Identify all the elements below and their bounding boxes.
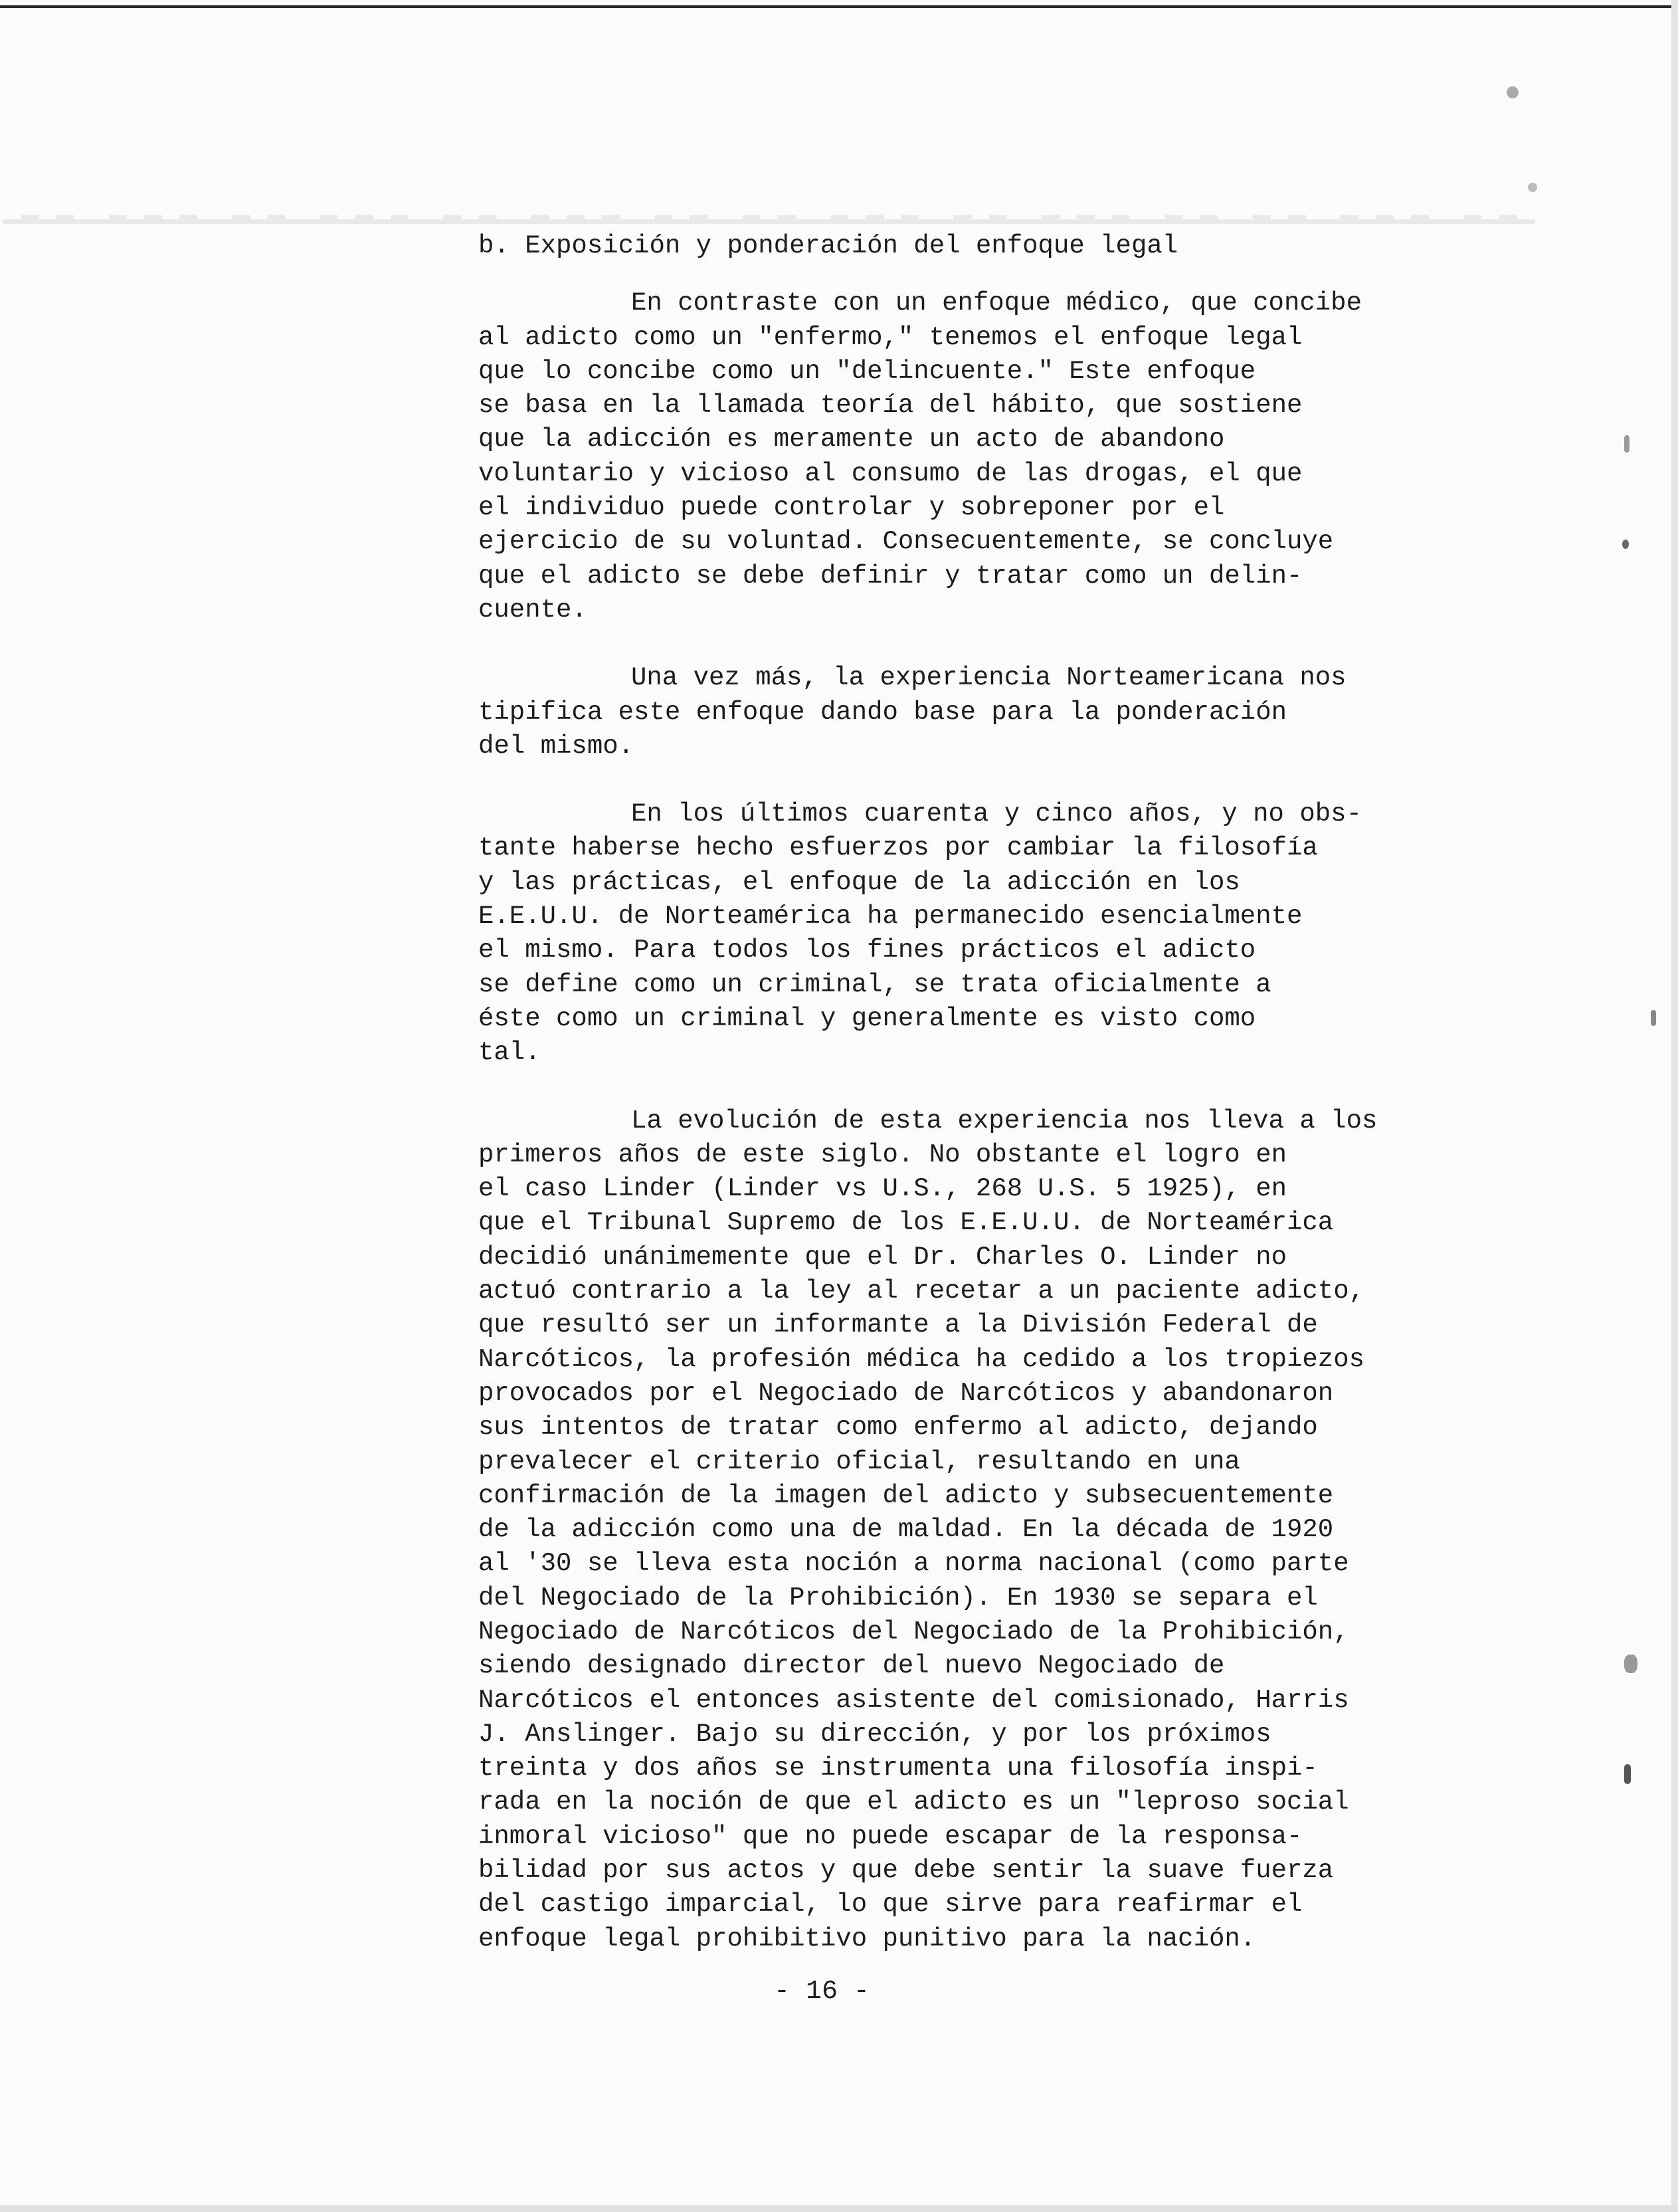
text-line: que lo concibe como un "delincuente." Este enfoque [478,356,1256,386]
scan-speck [1528,183,1537,192]
paragraph-2 [478,661,1488,763]
text-line: tal. [478,1038,541,1068]
text-line: decidió unánimemente que el Dr. Charles O. Linder no [478,1242,1287,1272]
scan-speck [1622,540,1629,549]
text-line: En contraste con un enfoque médico, que concibe [631,288,1362,318]
top-edge-rule [0,5,1678,8]
document-body [478,229,1488,1990]
text-line: el individuo puede controlar y sobreponer por el [478,493,1225,523]
text-line: Narcóticos el entonces asistente del comisionado, Harris [478,1685,1349,1715]
text-line: que la adicción es meramente un acto de abandono [478,425,1225,454]
text-line: rada en la noción de que el adicto es un "leproso social [478,1787,1349,1817]
text-line: ejercicio de su voluntad. Consecuentemente, se concluye [478,527,1334,557]
text-line: provocados por el Negociado de Narcóticos y abandonaron [478,1378,1334,1408]
text-line: sus intentos de tratar como enfermo al adicto, dejando [478,1413,1318,1443]
text-line: treinta y dos años se instrumenta una filosofía inspi- [478,1754,1318,1783]
text-line: En los últimos cuarenta y cinco años, y no obs- [631,799,1362,829]
text-line: éste como un criminal y generalmente es visto como [478,1003,1256,1033]
text-line: el caso Linder (Linder vs U.S., 268 U.S. 5 1925), en [478,1174,1287,1204]
text-line: se define como un criminal, se trata oficialmente a [478,969,1271,999]
right-page-edge [1671,0,1678,2212]
scan-speck [1624,1764,1631,1784]
text-line: el mismo. Para todos los fines prácticos el adicto [478,936,1256,965]
text-line: enfoque legal prohibitivo punitivo para la nación. [478,1924,1256,1954]
text-line: se basa en la llamada teoría del hábito, que sostiene [478,391,1303,421]
section-heading: b. Exposición y ponderación del enfoque legal [478,231,1178,260]
text-line: que el adicto se debe definir y tratar como un delin- [478,561,1303,591]
show-through-texture: ▁▂▁▂▁▁▂▁▂▁▂▁▁▂▁▂▁▁▂▁▂▁▁▂▁▂▁▂▁▁▂▁▂▁▁▂▁▂▁▂▁▁▂▁▂▁▁▂▁▂▁▁▂▁▂▁▂▁▁▂▁▂▁▁▂▁▂▁▂▁▁▂▁▂▁▁▂▁▂▁▂▁▁▂▁▂▁ [3,193,1535,226]
page-number: - 16 - [774,1977,870,2007]
text-line: voluntario y vicioso al consumo de las drogas, el que [478,458,1303,488]
text-line: tante haberse hecho esfuerzos por cambiar la filosofía [478,833,1318,863]
scan-speck [1624,435,1630,452]
text-line: primeros años de este siglo. No obstante el logro en [478,1140,1287,1169]
text-line: E.E.U.U. de Norteamérica ha permanecido esencialmente [478,902,1303,932]
text-line: Narcóticos, la profesión médica ha cedido a los tropiezos [478,1344,1365,1374]
text-line: que resultó ser un informante a la División Federal de [478,1310,1318,1340]
text-line: y las prácticas, el enfoque de la adicción en los [478,867,1240,897]
text-line: al adicto como un "enfermo," tenemos el enfoque legal [478,322,1303,352]
text-line: Negociado de Narcóticos del Negociado de la Prohibición, [478,1617,1349,1647]
text-line: confirmación de la imagen del adicto y subsecuentemente [478,1480,1334,1510]
scan-speck [1624,1655,1637,1673]
text-line: actuó contrario a la ley al recetar a un paciente adicto, [478,1276,1365,1306]
paragraph-3 [478,797,1488,1070]
text-line: La evolución de esta experiencia nos lleva a los [631,1106,1378,1136]
text-line: de la adicción como una de maldad. En la década de 1920 [478,1515,1334,1545]
text-line: J. Anslinger. Bajo su dirección, y por los próximos [478,1719,1271,1749]
text-line: tipifica este enfoque dando base para la ponderación [478,697,1287,727]
paragraph-1 [478,286,1488,627]
text-line: del mismo. [478,731,634,761]
text-line: del castigo imparcial, lo que sirve para reafirmar el [478,1890,1303,1920]
text-line: cuente. [478,595,587,625]
bottom-page-edge [0,2205,1678,2212]
paragraph-4 [478,1104,1488,1956]
text-line: del Negociado de la Prohibición). En 1930 se separa el [478,1583,1318,1613]
text-line: inmoral vicioso" que no puede escapar de la responsa- [478,1821,1303,1851]
text-line: Una vez más, la experiencia Norteamericana nos [631,663,1347,693]
scan-speck [1651,1010,1656,1026]
text-line: al '30 se lleva esta noción a norma nacional (como parte [478,1549,1349,1579]
text-line: siendo designado director del nuevo Negociado de [478,1651,1225,1681]
text-line: bilidad por sus actos y que debe sentir la suave fuerza [478,1856,1334,1886]
text-line: que el Tribunal Supremo de los E.E.U.U. de Norteamérica [478,1208,1334,1238]
scan-speck [1507,86,1519,98]
text-line: prevalecer el criterio oficial, resultando en una [478,1447,1240,1476]
